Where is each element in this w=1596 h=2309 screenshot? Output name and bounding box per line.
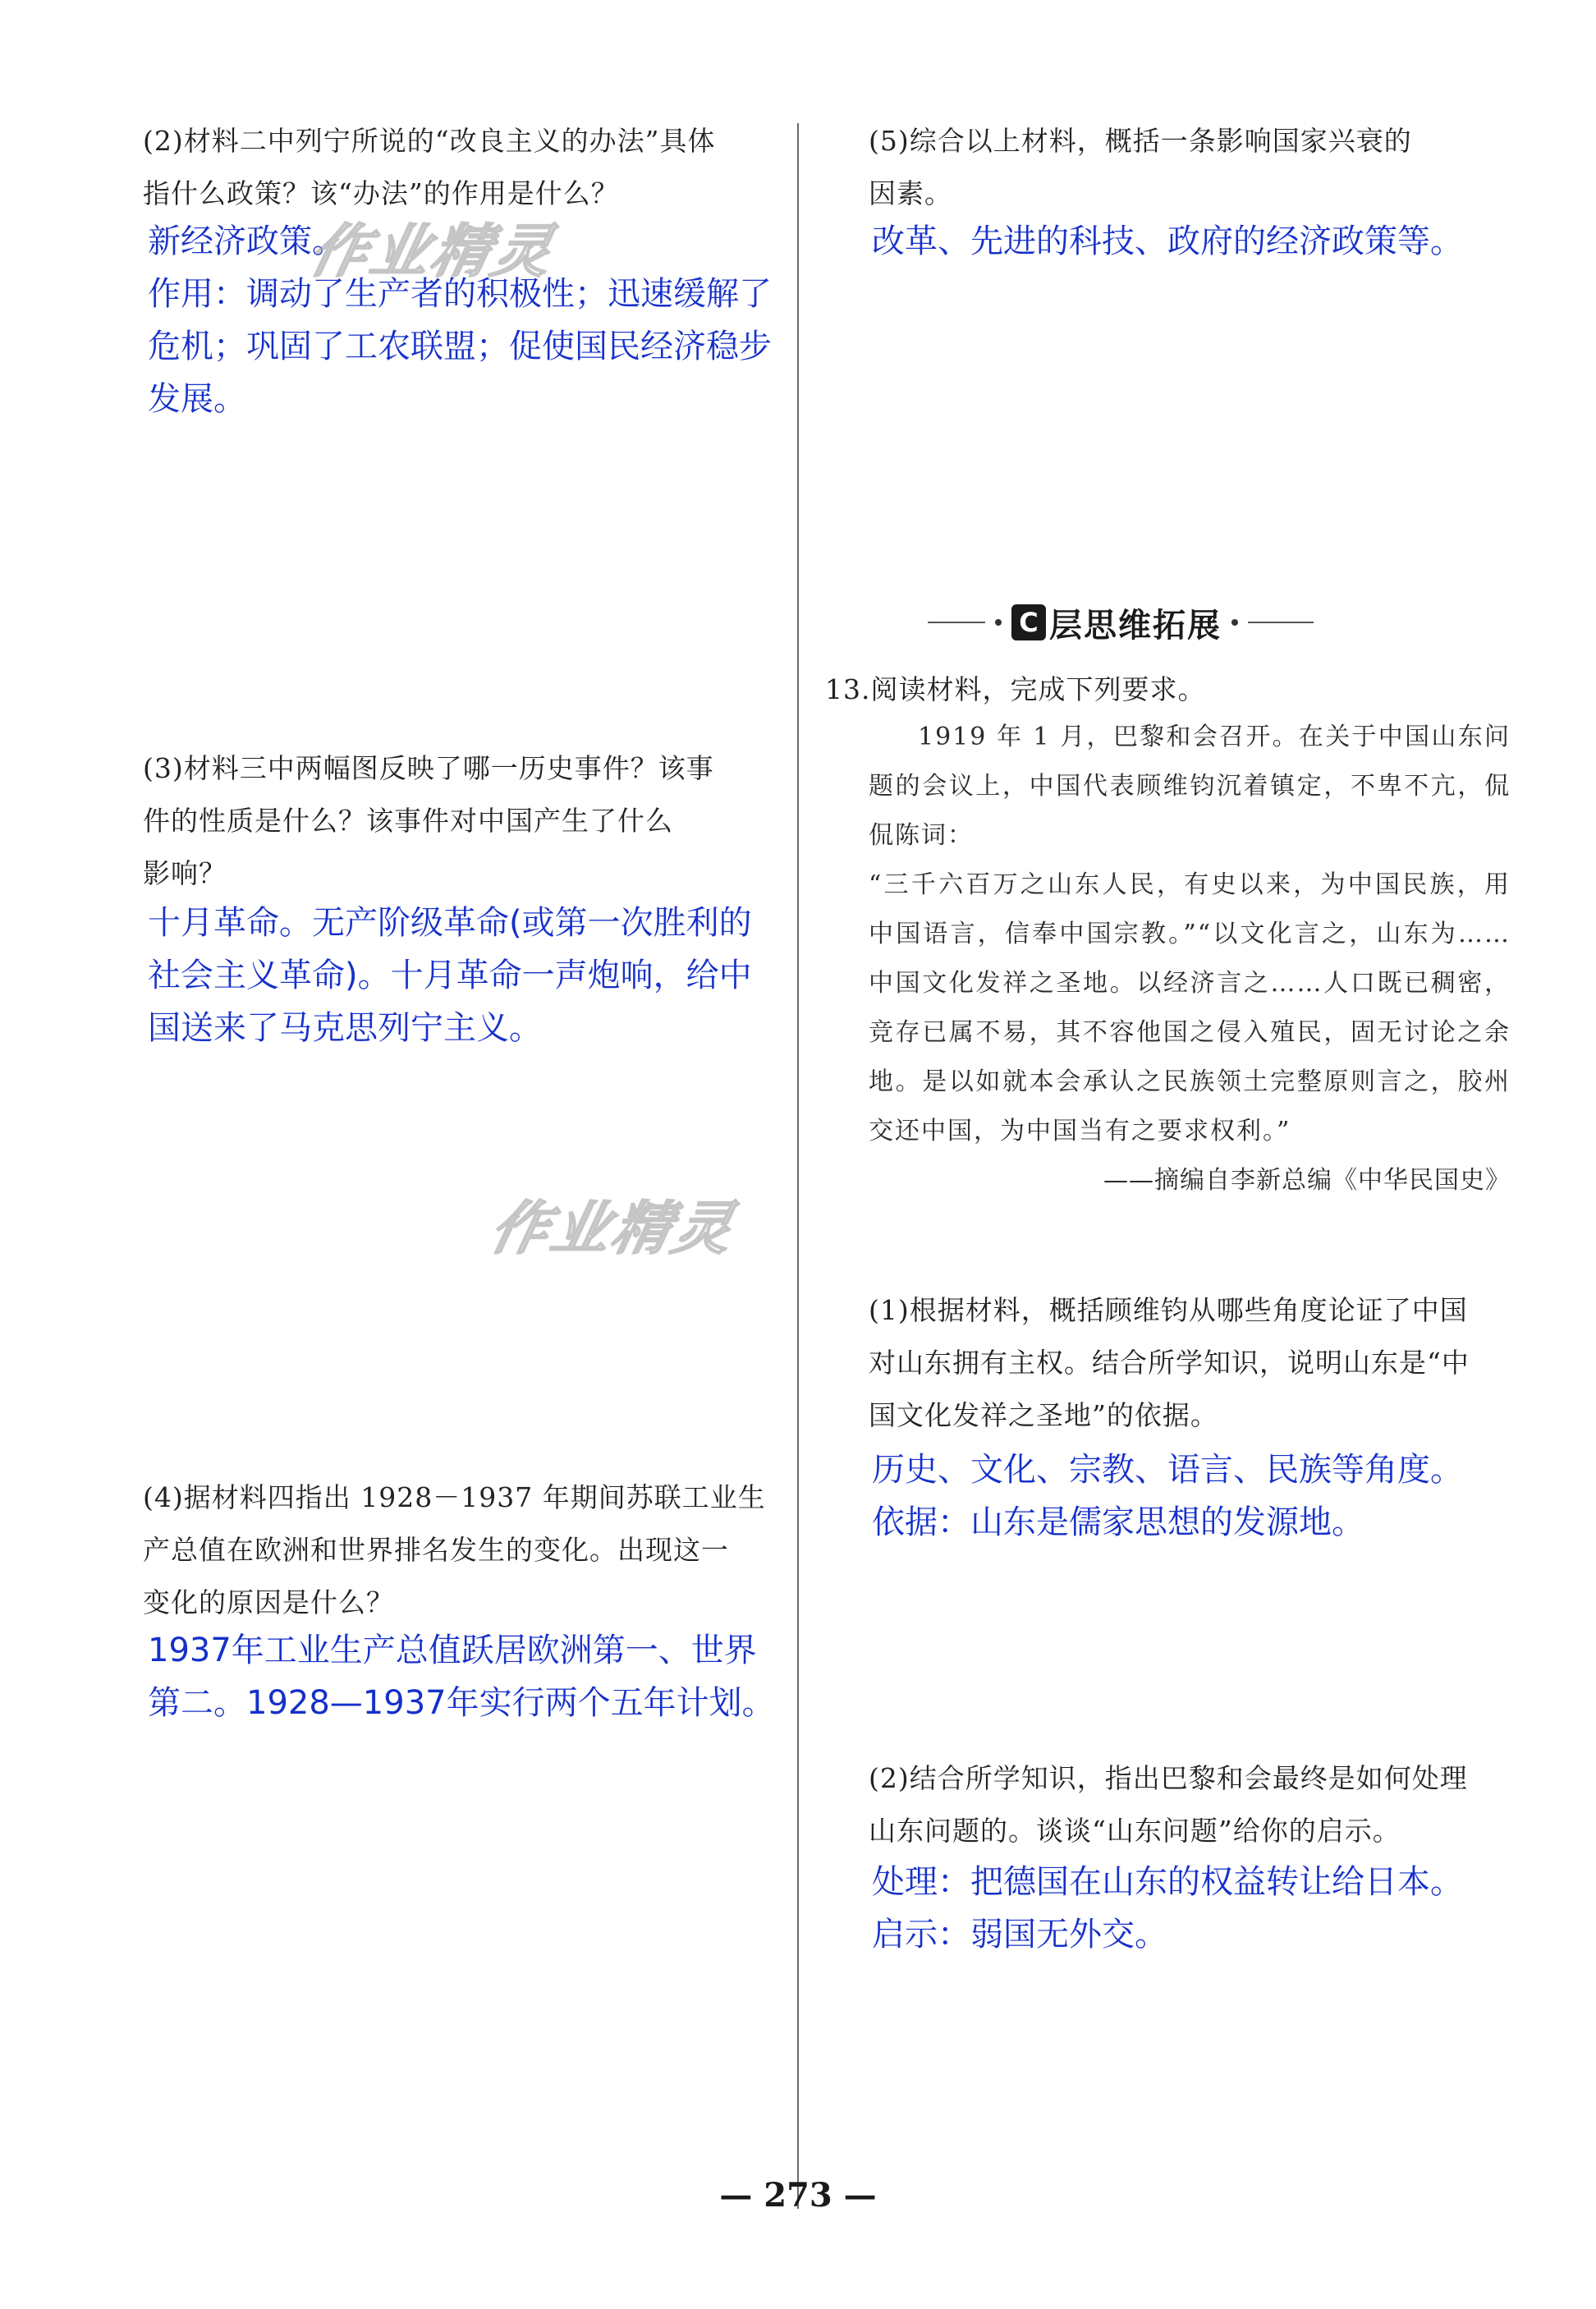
question-line: (2)结合所学知识，指出巴黎和会最终是如何处理 — [869, 1762, 1468, 1794]
answer-line: 危机；巩固了工农联盟；促使国民经济稳步 — [148, 328, 772, 365]
answer-line: 处理：把德国在山东的权益转让给日本。 — [872, 1863, 1463, 1901]
level-badge: C — [1011, 604, 1046, 640]
section-header — [928, 598, 1387, 647]
question-line: (1)根据材料，概括顾维钧从哪些角度论证了中国 — [869, 1294, 1468, 1326]
header-dot — [1231, 619, 1238, 626]
answer-3 — [148, 897, 780, 1054]
question-line: 对山东拥有主权。结合所学知识，说明山东是“中 — [869, 1347, 1470, 1379]
answer-line: 历史、文化、宗教、语言、民族等角度。 — [872, 1451, 1463, 1489]
answer-line: 1937年工业生产总值跃居欧洲第一、世界 — [148, 1632, 757, 1669]
answer-line: 第二。1928—1937年实行两个五年计划。 — [148, 1684, 775, 1722]
source-material — [869, 713, 1511, 1205]
header-rule — [928, 622, 985, 623]
answer-5 — [872, 215, 1512, 268]
question-13-2 — [869, 1752, 1509, 1857]
answer-line: 改革、先进的科技、政府的经济政策等。 — [872, 223, 1463, 260]
question-3 — [143, 742, 775, 900]
watermark: 作业精灵 — [304, 218, 562, 285]
question-line: (2)材料二中列宁所说的“改良主义的办法”具体 — [143, 125, 716, 157]
question-2 — [143, 115, 775, 220]
answer-line: 十月革命。无产阶级革命(或第一次胜利的 — [148, 904, 752, 942]
header-dot — [995, 619, 1002, 626]
question-4 — [143, 1471, 775, 1629]
answer-4 — [148, 1624, 780, 1729]
question-line: (4)据材料四指出 1928－1937 年期间苏联工业生 — [143, 1481, 766, 1513]
answer-line: 社会主义革命)。十月革命一声炮响，给中 — [148, 957, 752, 994]
question-13-1 — [869, 1284, 1509, 1442]
material-paragraph: “三千六百万之山东人民，有史以来，为中国民族，用中国语言，信奉中国宗教。”“以文化言之，山东为……中国文化发祥之圣地。以经济言之……人口既已稠密，竞存已属不易，其不容他国之侵入殖民，固无讨论之余地。是以如就本会承认之民族领土完整原则言之，胶州交还中国，为中国当有之要求权利。” — [869, 870, 1511, 1145]
answer-line: 国送来了马克思列宁主义。 — [148, 1009, 542, 1047]
watermark: 作业精灵 — [484, 1195, 742, 1262]
question-line: 国文化发祥之圣地”的依据。 — [869, 1399, 1218, 1431]
material-paragraph: 1919 年 1 月，巴黎和会召开。在关于中国山东问题的会议上，中国代表顾维钧沉着镇定，不卑不亢，侃侃陈词： — [869, 723, 1511, 850]
question-line: 变化的原因是什么？ — [143, 1586, 394, 1618]
answer-line: 新经济政策。 — [148, 223, 345, 260]
question-line: (3)材料三中两幅图反映了哪一历史事件？该事 — [143, 752, 714, 784]
page-number: — 273 — — [719, 2176, 877, 2215]
question-line: 影响？ — [143, 857, 227, 889]
question-line: 因素。 — [869, 177, 952, 209]
question-line: 产总值在欧洲和世界排名发生的变化。出现这一 — [143, 1534, 729, 1566]
answer-line: 发展。 — [148, 380, 246, 418]
answer-2 — [148, 215, 780, 425]
answer-line: 启示：弱国无外交。 — [872, 1916, 1167, 1953]
question-line: 件的性质是什么？该事件对中国产生了什么 — [143, 805, 673, 837]
answer-line: 依据：山东是儒家思想的发源地。 — [872, 1503, 1364, 1541]
section-title: 层思维拓展 — [1049, 606, 1222, 645]
question-line: 山东问题的。谈谈“山东问题”给你的启示。 — [869, 1815, 1401, 1847]
material-source: ——摘编自李新总编《中华民国史》 — [1103, 1166, 1511, 1195]
answer-13-2 — [872, 1856, 1512, 1961]
answer-line: 作用：调动了生产者的积极性；迅速缓解了 — [148, 275, 772, 313]
column-divider — [797, 123, 799, 2209]
question-line: (5)综合以上材料，概括一条影响国家兴衰的 — [869, 125, 1412, 157]
question-5 — [869, 115, 1509, 220]
header-rule — [1248, 622, 1314, 623]
question-13-intro: 13.阅读材料，完成下列要求。 — [825, 673, 1206, 705]
answer-13-1 — [872, 1444, 1512, 1549]
question-line: 指什么政策？该“办法”的作用是什么？ — [143, 177, 619, 209]
